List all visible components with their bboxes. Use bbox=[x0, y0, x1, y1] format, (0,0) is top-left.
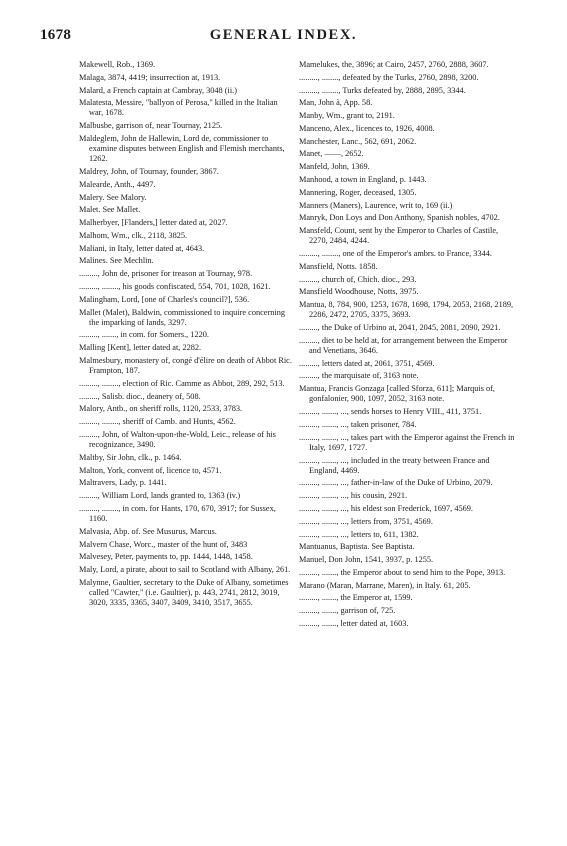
index-entry: Malard, a French captain at Cambray, 3048 (ii.) bbox=[79, 85, 237, 95]
index-entry: Makewell, Rob., 1369. bbox=[79, 60, 156, 69]
running-head: GENERAL INDEX. bbox=[209, 27, 358, 43]
index-entry: Malbusbe, garrison of, near Tournay, 2125. bbox=[79, 121, 223, 131]
page-number: 1678 bbox=[40, 27, 72, 43]
index-entry: Malines. See Mechlin. bbox=[79, 256, 154, 266]
index-entry: Malton, York, convent of, licence to, 4571. bbox=[79, 465, 222, 475]
index-entry: Manchester, Lanc., 562, 691, 2062. bbox=[299, 136, 417, 146]
index-entry: Malaga, 3874, 4419; insurrection at, 1913. bbox=[79, 72, 221, 82]
index-entry: Malory, Antb., on sheriff rolls, 1120, 2533, 3783. bbox=[79, 404, 243, 414]
index-entry: ........., ......., the Emperor at, 1599. bbox=[299, 593, 413, 603]
index-entry: ........., ......., in com. for Somers., 1220. bbox=[79, 330, 209, 340]
index-entry: Maliani, in Italy, letter dated at, 4643. bbox=[79, 243, 205, 253]
index-entry: ........., ........, in com. for Hants, 170, 670, 3917; for Sussex, 1160. bbox=[79, 504, 276, 524]
index-entry: ........., John de, prisoner for treason at Tournay, 978. bbox=[79, 269, 253, 279]
index-entry: Manfeld, John, 1369. bbox=[299, 162, 370, 172]
index-entry: Manners (Maners), Laurence, writ to, 169 (ii.) bbox=[299, 200, 453, 210]
index-entry: Malherbyer, [Flanders,] letter dated at, 2027. bbox=[79, 218, 228, 228]
index-entry: Manryk, Don Loys and Don Anthony, Spanish nobles, 4702. bbox=[299, 213, 500, 223]
index-entry: Mantuanus, Baptista. See Baptista. bbox=[299, 542, 415, 552]
index-column-left bbox=[79, 60, 292, 611]
index-entry: ........., ......., ..., sends horses to Henry VIII., 411, 3751. bbox=[299, 407, 482, 417]
index-entry: ........., ........, defeated by the Turks, 2760, 2898, 3200. bbox=[299, 72, 479, 82]
index-entry: Mansfield, Notts. 1858. bbox=[299, 261, 378, 271]
index-column-right bbox=[299, 60, 515, 632]
index-entry: Man, John à, App. 58. bbox=[299, 98, 373, 108]
index-entry: Malearde, Anth., 4497. bbox=[79, 179, 156, 189]
index-entry: ........., ......., ..., letters from, 3751, 4569. bbox=[299, 516, 433, 526]
index-entry: Malvasia, Abp. of. See Musurus, Marcus. bbox=[79, 526, 217, 536]
index-entry: Maly, Lord, a pirate, about to sail to Scotland with Albany, 261. bbox=[79, 565, 291, 575]
index-entry: ........., ......., ..., takes part with the Emperor against the French in Italy, 1697, 1727. bbox=[299, 432, 515, 452]
index-entry: Malatesta, Messire, "ballyon of Perosa," killed in the Italian war, 1678. bbox=[79, 98, 278, 118]
index-entry: ........., the marquisate of, 3163 note. bbox=[299, 371, 419, 381]
index-entry: ........., ......., ..., taken prisoner, 784. bbox=[299, 419, 417, 429]
index-entry: ........., ......., ..., included in the treaty between France and England, 4469. bbox=[299, 455, 490, 475]
index-entry: ........., ........, his goods confiscated, 554, 701, 1028, 1621. bbox=[79, 282, 271, 291]
index-entry: Mantua, 8, 784, 900, 1253, 1678, 1698, 1794, 2053, 2168, 2189, 2286, 2472, 2705, 3375, 3693. bbox=[299, 300, 514, 320]
index-entry: Malvesey, Peter, payments to, pp. 1444, 1448, 1458. bbox=[79, 552, 253, 562]
index-entry: ........., ........, sheriff of Camb. and Hunts, 4562. bbox=[79, 417, 236, 427]
index-entry: Malet. See Mallet. bbox=[79, 205, 141, 215]
index-entry: Mansfield Woodhouse, Notts, 3975. bbox=[299, 287, 419, 297]
index-entry: ........., church of, Chich. dioc., 293. bbox=[299, 274, 417, 284]
index-entry: ........., ......., ..., his cousin, 2921. bbox=[299, 491, 408, 501]
index-entry: ........., ......., ..., his eldest son Frederick, 1697, 4569. bbox=[299, 504, 473, 513]
index-entry: Malling [Kent], letter dated at, 2282. bbox=[79, 343, 202, 353]
index-entry: ........., ......., ..., father-in-law of the Duke of Urbino, 2079. bbox=[299, 478, 493, 488]
index-entry: Malery. See Malory. bbox=[79, 192, 147, 202]
index-entry: ........., John, of Walton-upon-the-Wold, Leic., release of his recognizance, 3490. bbox=[79, 430, 276, 450]
index-entry: ........., ........, one of the Emperor's ambrs. to France, 3344. bbox=[299, 249, 492, 259]
index-entry: Manceno, Alex., licences to, 1926, 4008. bbox=[299, 123, 435, 133]
index-entry: ........., ......., ..., letters to, 611, 1382. bbox=[299, 529, 419, 539]
index-entry: Manby, Wm., grant to, 2191. bbox=[299, 111, 395, 121]
index-entry: ........., diet to be held at, for arrangement between the Emperor and Venetians, 3646. bbox=[299, 335, 508, 355]
index-entry: ........., ......., letter dated at, 1603. bbox=[299, 619, 409, 629]
page-header bbox=[0, 0, 567, 50]
index-entry: Manuel, Don John, 1541, 3937, p. 1255. bbox=[299, 555, 434, 565]
index-entry: ........., the Duke of Urbino at, 2041, 2045, 2081, 2090, 2921. bbox=[299, 323, 501, 333]
index-entry: Mansfeld, Count, sent by the Emperor to Charles of Castile, 2270, 2484, 4244. bbox=[299, 226, 499, 246]
index-entry: Mamelukes, the, 3896; at Cairo, 2457, 2760, 2888, 3607. bbox=[299, 60, 489, 69]
index-entry: Maldrey, John, of Tournay, founder, 3867. bbox=[79, 166, 219, 176]
index-entry: ........., ......., garrison of, 725. bbox=[299, 606, 396, 616]
index-entry: ........., ......., the Emperor about to send him to the Pope, 3913. bbox=[299, 567, 506, 577]
index-entry: Manet, ——, 2652. bbox=[299, 149, 364, 159]
index-entry: Malmesbury, monastery of, congé d'élire on death of Abbot Ric. Frampton, 187. bbox=[79, 356, 292, 376]
index-entry: Marano (Maran, Marrane, Maren), in Italy. 61, 205. bbox=[299, 580, 471, 590]
index-entry: Mallet (Malet), Baldwin, commissioned to inquire concerning the imparking of lands, 3297. bbox=[79, 307, 285, 327]
index-entry: Malvern Chase, Worc., master of the hunt of, 3483 bbox=[79, 539, 248, 549]
index-entry: Maldeglem, John de Hallewin, Lord de, commissioner to examine disputes between English and Flemish merchants, 1262. bbox=[79, 134, 285, 164]
index-entry: Manhood, a town in England, p. 1443. bbox=[299, 175, 427, 185]
index-entry: Mantua, Francis Gonzaga [called Sforza, 611]; Marquis of, gonfalonier, 900, 1097, 2052, 3163 note. bbox=[299, 384, 495, 404]
index-entry: Malingham, Lord, [one of Charles's council?], 536. bbox=[79, 294, 250, 304]
index-entry: ........., William Lord, lands granted to, 1363 (iv.) bbox=[79, 491, 241, 501]
index-entry: Malhom, Wm., clk., 2118, 3825. bbox=[79, 230, 188, 240]
index-entry: ........., ........, Turks defeated by, 2888, 2895, 3344. bbox=[299, 85, 466, 95]
index-entry: ........., Salisb. dioc., deanery of, 508. bbox=[79, 391, 201, 401]
index-entry: Mannering, Roger, deceased, 1305. bbox=[299, 187, 417, 197]
index-entry: ........., letters dated at, 2061, 3751, 4569. bbox=[299, 358, 435, 368]
index-entry: Maltby, Sir John, clk., p. 1464. bbox=[79, 452, 182, 462]
index-entry: ........., ........, election of Ric. Camme as Abbot, 289, 292, 513. bbox=[79, 378, 285, 388]
index-entry: Malynne, Gaultier, secretary to the Duke of Albany, sometimes called "Cawter," (i.e. Gaultier), p. 443, 2741, 2812, 3019, 3020, 3335, 3365, 3407, 3409, 3410, 3517, 3655. bbox=[79, 578, 289, 608]
index-entry: Maltravers, Lady, p. 1441. bbox=[79, 478, 167, 488]
